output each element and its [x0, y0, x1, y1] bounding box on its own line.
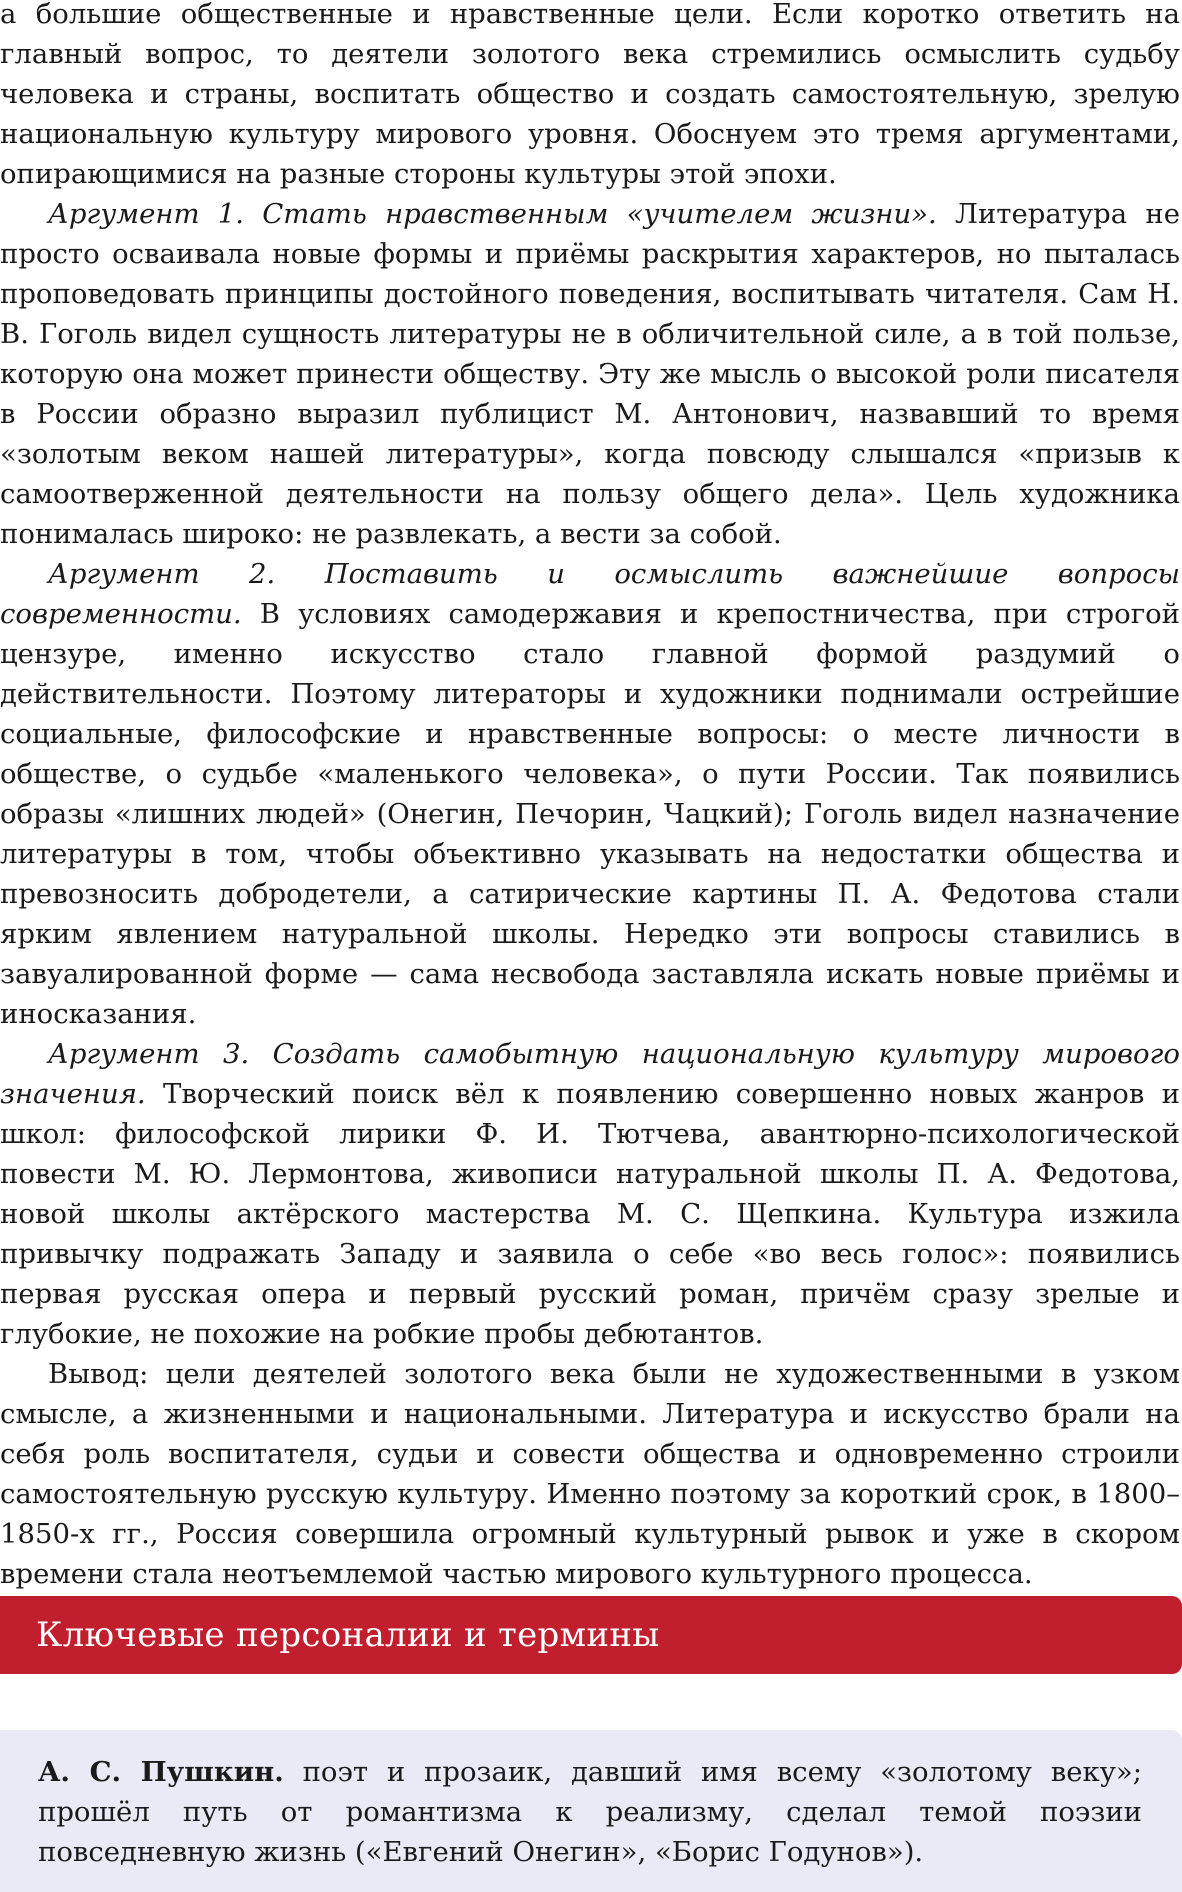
section-title: Ключевые персоналии и термины — [36, 1615, 660, 1655]
argument-3-heading: Аргумент 3. Создать самобытную национальную культуру мирового значения. — [0, 1038, 1180, 1110]
argument-1-heading: Аргумент 1. Стать нравственным «учителем жизни». — [48, 198, 937, 230]
paragraph-argument-2 — [0, 554, 1180, 1034]
argument-2-body: В условиях самодержавия и крепостничества, при строгой цензуре, именно искусство стало главной формой раздумий о действительности. Поэтому литераторы и художники поднимали острейшие социальные, философские и нравственные вопросы: о месте личности в обществе, о судьбе «маленького человека», о пути России. Так появились образы «лишних людей» (Онегин, Печорин, Чацкий); Гоголь видел назначение литературы в том, чтобы объективно указывать на недостатки общества и превозносить добродетели, а сатирические картины П. А. Федотова стали ярким явлением натуральной школы. Нередко эти вопросы ставились в завуалированной форме — сама несвобода заставляла искать новые приёмы и иносказания. — [0, 598, 1180, 1030]
argument-3-body: Творческий поиск вёл к появлению совершенно новых жанров и школ: философской лирики Ф. И. Тютчева, авантюрно-психологической повести М. Ю. Лермонтова, живописи натуральной школы П. А. Федотова, новой школы актёрского мастерства М. С. Щепкина. Культура изжила привычку подражать Западу и заявила о себе «во весь голос»: появились первая русская опера и первый русский роман, причём сразу зрелые и глубокие, не похожие на робкие пробы дебютантов. — [0, 1078, 1180, 1350]
paragraph-argument-1 — [0, 194, 1180, 554]
argument-1-body: Литература не просто осваивала новые формы и приёмы раскрытия характеров, но пыталась проповедовать принципы достойного поведения, воспитывать читателя. Сам Н. В. Гоголь видел сущность литературы не в обличительной силе, а в той пользе, которую она может принести обществу. Эту же мысль о высокой роли писателя в России образно выразил публицист М. Антонович, назвавший то время «золотым веком нашей литературы», когда повсюду слышался «призыв к самоотверженной деятельности на пользу общего дела». Цель художника понималась широко: не развлекать, а вести за собой. — [0, 198, 1180, 550]
argument-2-heading: Аргумент 2. Поставить и осмыслить важнейшие вопросы современности. — [0, 558, 1180, 630]
term-entry — [38, 1752, 1142, 1872]
paragraph-intro: а большие общественные и нравственные цели. Если коротко ответить на главный вопрос, то деятели золотого века стремились осмыслить судьбу человека и страны, воспитать общество и создать самостоятельную, зрелую национальную культуру мирового уровня. Обоснуем это тремя аргументами, опирающимися на разные стороны культуры этой эпохи. — [0, 0, 1180, 190]
section-banner — [0, 1596, 1182, 1674]
term-definition: поэт и прозаик, давший имя всему «золотому веку»; прошёл путь от романтизма к реализму, сделал темой поэзии повседневную жизнь («Евгений Онегин», «Борис Годунов»). — [38, 1756, 1142, 1868]
paragraph-argument-3 — [0, 1034, 1180, 1354]
term-name: А. С. Пушкин. — [38, 1756, 284, 1788]
term-box — [0, 1730, 1182, 1892]
paragraph-conclusion: Вывод: цели деятелей золотого века были не художественными в узком смысле, а жизненными и национальными. Литература и искусство брали на себя роль воспитателя, судьи и совести общества и одновременно строили самостоятельную русскую культуру. Именно поэтому за короткий срок, в 1800–1850-х гг., Россия совершила огромный культурный рывок и уже в скором времени стала неотъемлемой частью мирового культурного процесса. — [0, 1358, 1180, 1590]
